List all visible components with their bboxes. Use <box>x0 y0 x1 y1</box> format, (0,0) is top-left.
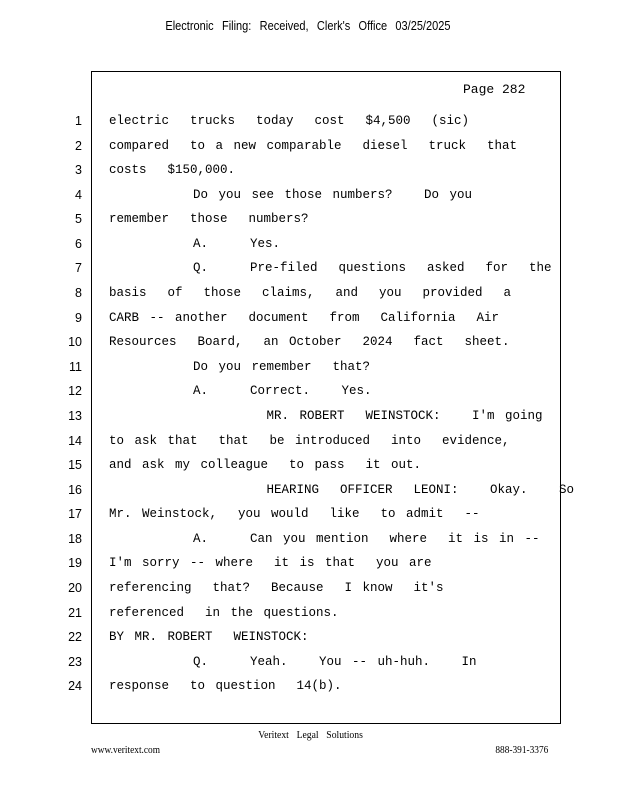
transcript-line: Resources Board, an October 2024 fact sheet. <box>109 335 510 349</box>
transcript-line: HEARING OFFICER LEONI: Okay. So <box>109 483 575 497</box>
transcript-line: A. Can you mention where it is in -- <box>109 532 540 546</box>
line-number: 9 <box>75 311 82 325</box>
line-number: 20 <box>68 581 82 595</box>
line-number: 3 <box>75 163 82 177</box>
transcript-line: Q. Yeah. You -- uh-huh. In <box>109 655 477 669</box>
footer-company-name: Veritext Legal Solutions <box>258 729 363 741</box>
transcript-line: A. Correct. Yes. <box>109 384 372 398</box>
transcript-line: I'm sorry -- where it is that you are <box>109 556 432 570</box>
line-number: 17 <box>68 507 82 521</box>
page-number: Page 282 <box>463 82 526 97</box>
transcript-line: to ask that that be introduced into evidence, <box>109 434 510 448</box>
line-number: 4 <box>75 188 82 202</box>
line-number: 22 <box>68 630 82 644</box>
line-number: 24 <box>68 679 82 693</box>
line-number: 2 <box>75 139 82 153</box>
line-number: 16 <box>68 483 82 497</box>
line-number: 19 <box>68 556 82 570</box>
transcript-line: Do you see those numbers? Do you <box>109 188 473 202</box>
line-number: 21 <box>68 606 82 620</box>
line-number: 14 <box>68 434 82 448</box>
line-number: 10 <box>68 335 82 349</box>
transcript-line: Do you remember that? <box>109 360 371 374</box>
line-number: 8 <box>75 286 82 300</box>
transcript-line: Mr. Weinstock, you would like to admit -- <box>109 507 480 521</box>
transcript-line: costs $150,000. <box>109 163 236 177</box>
line-number: 6 <box>75 237 82 251</box>
transcript-line: response to question 14(b). <box>109 679 342 693</box>
footer-phone: 888-391-3376 <box>495 744 548 756</box>
transcript-line: A. Yes. <box>109 237 281 251</box>
line-number: 15 <box>68 458 82 472</box>
transcript-line: and ask my colleague to pass it out. <box>109 458 422 472</box>
transcript-line: MR. ROBERT WEINSTOCK: I'm going <box>109 409 543 423</box>
transcript-line: Q. Pre-filed questions asked for the <box>109 261 552 275</box>
transcript-line: compared to a new comparable diesel truck that <box>109 139 518 153</box>
footer-website: www.veritext.com <box>91 744 160 756</box>
filing-stamp-header: Electronic Filing: Received, Clerk's Office 03/25/2025 <box>165 19 451 33</box>
line-number: 7 <box>75 261 82 275</box>
transcript-line: CARB -- another document from California Air <box>109 311 500 325</box>
line-number: 12 <box>68 384 82 398</box>
line-number: 13 <box>68 409 82 423</box>
line-number: 11 <box>69 360 82 374</box>
transcript-line: referencing that? Because I know it's <box>109 581 444 595</box>
line-number: 5 <box>75 212 82 226</box>
line-number: 23 <box>68 655 82 669</box>
transcript-line: remember those numbers? <box>109 212 309 226</box>
line-number: 18 <box>68 532 82 546</box>
transcript-line: electric trucks today cost $4,500 (sic) <box>109 114 470 128</box>
transcript-line: basis of those claims, and you provided a <box>109 286 512 300</box>
line-number: 1 <box>75 114 82 128</box>
transcript-line: referenced in the questions. <box>109 606 339 620</box>
transcript-line: BY MR. ROBERT WEINSTOCK: <box>109 630 309 644</box>
